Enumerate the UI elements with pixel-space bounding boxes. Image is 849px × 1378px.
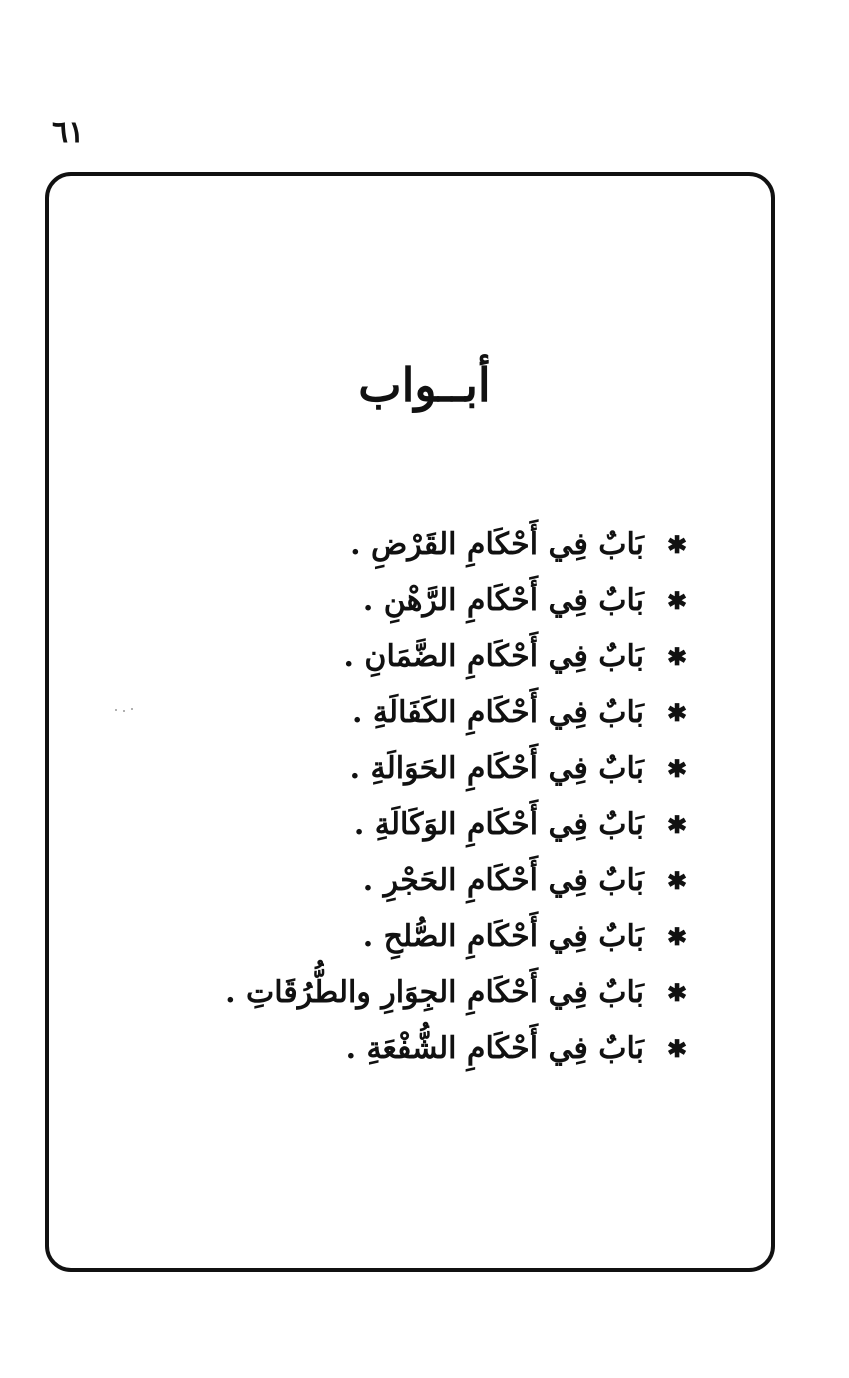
chapter-title: بَابٌ فِي أَحْكَامِ الضَّمَانِ .	[343, 639, 644, 674]
asterisk-bullet-icon: ✱	[666, 978, 688, 1007]
list-item	[134, 741, 694, 797]
list-item	[134, 1021, 694, 1077]
asterisk-bullet-icon: ✱	[666, 642, 688, 671]
list-item	[134, 909, 694, 965]
asterisk-bullet-icon: ✱	[666, 1034, 688, 1063]
chapter-title: بَابٌ فِي أَحْكَامِ الجِوَارِ والطُّرُقَاتِ .	[225, 975, 644, 1010]
chapter-title: بَابٌ فِي أَحْكَامِ الكَفَالَةِ .	[351, 695, 644, 730]
asterisk-bullet-icon: ✱	[666, 922, 688, 951]
section-heading: أبــواب	[358, 358, 491, 412]
speck	[123, 710, 125, 712]
asterisk-bullet-icon: ✱	[666, 810, 688, 839]
chapter-title: بَابٌ فِي أَحْكَامِ القَرْضِ .	[350, 527, 644, 562]
speck	[115, 709, 117, 711]
chapter-list	[134, 517, 694, 1077]
list-item	[134, 685, 694, 741]
asterisk-bullet-icon: ✱	[666, 698, 688, 727]
scan-specks	[115, 706, 145, 714]
speck	[131, 708, 133, 710]
list-item	[134, 797, 694, 853]
chapter-title: بَابٌ فِي أَحْكَامِ الحَوَالَةِ .	[349, 751, 644, 786]
page-number: ٦١	[52, 115, 85, 150]
list-item	[134, 853, 694, 909]
asterisk-bullet-icon: ✱	[666, 754, 688, 783]
list-item	[134, 629, 694, 685]
chapter-title: بَابٌ فِي أَحْكَامِ الوَكَالَةِ .	[353, 807, 644, 842]
chapter-title: بَابٌ فِي أَحْكَامِ الحَجْرِ .	[362, 863, 644, 898]
chapter-title: بَابٌ فِي أَحْكَامِ الشُّفْعَةِ .	[345, 1031, 644, 1066]
chapter-title: بَابٌ فِي أَحْكَامِ الرَّهْنِ .	[362, 583, 644, 618]
list-item	[134, 965, 694, 1021]
list-item	[134, 517, 694, 573]
asterisk-bullet-icon: ✱	[666, 866, 688, 895]
asterisk-bullet-icon: ✱	[666, 586, 688, 615]
chapter-title: بَابٌ فِي أَحْكَامِ الصُّلحِ .	[362, 919, 644, 954]
list-item	[134, 573, 694, 629]
asterisk-bullet-icon: ✱	[666, 530, 688, 559]
